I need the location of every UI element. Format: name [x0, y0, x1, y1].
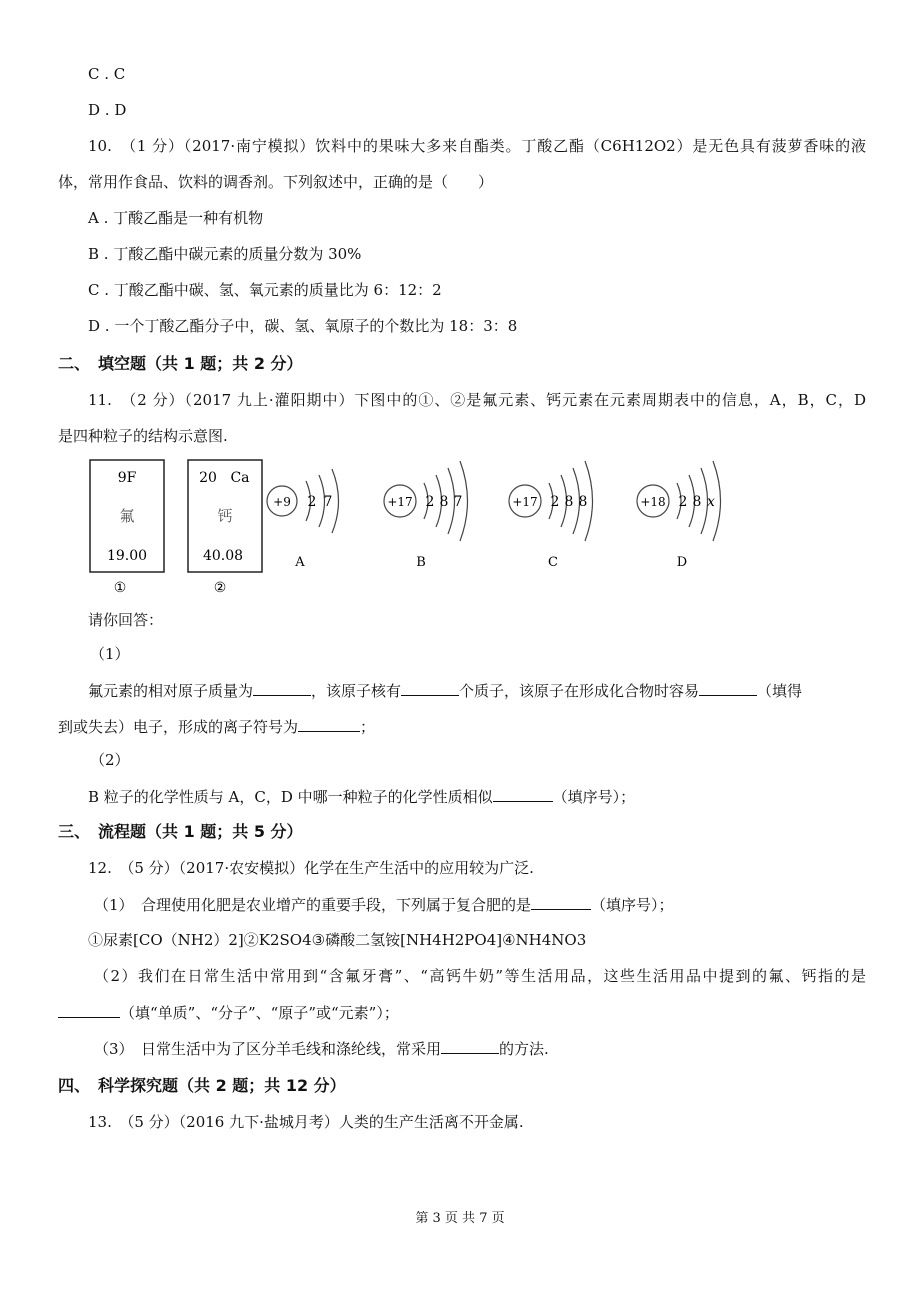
answer-blank-element-type[interactable] — [58, 1002, 120, 1018]
q11-part1-text-d: （填得 — [757, 682, 803, 700]
section-heading-fill-in: 二、 填空题（共 1 题；共 2 分） — [58, 354, 303, 373]
answer-blank-gain-or-lose[interactable] — [699, 680, 757, 696]
atom-b-shell-2: 8 — [439, 494, 449, 510]
q12-part1-text-b: （填序号）； — [591, 896, 674, 914]
q9-option-c: C . C — [88, 65, 126, 83]
atom-diagram-b — [384, 461, 468, 570]
atom-diagram-d — [637, 461, 721, 570]
q11-figure — [60, 455, 740, 600]
q12-part2-text: （填“单质”、“分子”、“原子”或“元素”）； — [120, 1004, 399, 1022]
q12-part2-line1: （2）我们在日常生活中常用到“含氟牙膏”、“高钙牛奶”等生活用品，这些生活用品中提到的氟、钙指的是 — [94, 967, 866, 985]
atom-b-label: B — [416, 555, 426, 570]
q11-part1-line2 — [58, 716, 375, 737]
atom-d-shell-3: x — [707, 494, 715, 510]
section-heading-inquiry: 四、 科学探究题（共 2 题；共 12 分） — [58, 1076, 346, 1095]
q10-stem-line2: 体，常用作食品、饮料的调香剂。下列叙述中，正确的是（ ） — [58, 173, 494, 191]
atom-diagram-c — [509, 461, 593, 570]
fluorine-name: 氟 — [119, 507, 135, 525]
q10-stem-line1: 10. （1 分）（2017·南宁模拟）饮料中的果味大多来自酯类。丁酸乙酯（C6H12O2）是无色具有菠萝香味的液 — [88, 137, 866, 155]
q11-part2-text-b: （填序号）； — [552, 788, 636, 806]
q12-stem: 12. （5 分）（2017·农安模拟）化学在生产生活中的应用较为广泛. — [88, 859, 534, 877]
atom-c-shell-2: 8 — [564, 494, 574, 510]
periodic-cell-calcium — [188, 460, 262, 596]
q12-part1-line — [94, 894, 674, 915]
q10-option-a: A . 丁酸乙酯是一种有机物 — [88, 209, 264, 227]
atom-a-label: A — [295, 555, 305, 570]
q10-option-b: B . 丁酸乙酯中碳元素的质量分数为 30% — [88, 245, 362, 263]
page-number-footer: 第 3 页 共 7 页 — [415, 1211, 505, 1226]
atom-diagram-a — [267, 469, 339, 570]
answer-blank-similar-particle[interactable] — [493, 786, 553, 802]
atom-d-shell-1: 2 — [678, 494, 688, 510]
q9-option-d: D . D — [88, 101, 127, 119]
q11-part1-text-a: 氟元素的相对原子质量为 — [88, 682, 254, 700]
q11-part1-text-e: 到或失去）电子，形成的离子符号为 — [58, 718, 299, 736]
atom-a-nucleus: +9 — [273, 495, 291, 509]
q12-part1-options: ①尿素[CO（NH2）2]②K2SO4③磷酸二氢铵[NH4H2PO4]④NH4NO3 — [88, 931, 587, 949]
periodic-cell-fluorine — [90, 460, 164, 596]
q11-stem-line1: 11. （2 分）（2017 九上·灌阳期中）下图中的①、②是氟元素、钙元素在元素周期表中的信息，A，B，C，D — [88, 391, 866, 409]
q11-part2-line — [88, 786, 635, 807]
atom-b-nucleus: +17 — [387, 495, 413, 509]
q12-part2-line2 — [58, 1002, 399, 1023]
answer-blank-method[interactable] — [441, 1038, 499, 1054]
q10-option-d: D . 一个丁酸乙酯分子中，碳、氢、氧原子的个数比为 18：3：8 — [88, 317, 518, 335]
calcium-symbol: Ca — [230, 470, 250, 486]
answer-blank-ion-symbol[interactable] — [298, 716, 360, 732]
q11-part1-text-c: 个质子，该原子在形成化合物时容易 — [459, 682, 700, 700]
q10-option-c: C . 丁酸乙酯中碳、氢、氧元素的质量比为 6：12：2 — [88, 281, 442, 299]
atom-d-nucleus: +18 — [640, 495, 666, 509]
answer-blank-proton-count[interactable] — [401, 680, 459, 696]
q11-part1-text-b: ，该原子核有 — [311, 682, 402, 700]
q11-part1-label: （1） — [90, 645, 130, 663]
q11-prompt: 请你回答： — [88, 611, 164, 629]
q13-stem: 13. （5 分）（2016 九下·盐城月考）人类的生产生活离不开金属. — [88, 1113, 524, 1131]
atom-a-shell-2: 7 — [323, 494, 333, 510]
atom-b-shell-1: 2 — [425, 494, 435, 510]
answer-blank-fluorine-mass[interactable] — [253, 680, 311, 696]
atom-c-shell-3: 8 — [578, 494, 588, 510]
atom-d-shell-2: 8 — [692, 494, 702, 510]
atom-c-shell-1: 2 — [550, 494, 560, 510]
calcium-mass: 40.08 — [202, 548, 244, 564]
atom-d-label: D — [676, 555, 688, 570]
atom-b-shell-3: 7 — [453, 494, 463, 510]
calcium-name: 钙 — [217, 507, 233, 525]
calcium-number: 20 — [199, 470, 217, 486]
q12-part1-text-a: （1） 合理使用化肥是农业增产的重要手段，下列属于复合肥的是 — [94, 896, 532, 914]
fluorine-label: ① — [113, 580, 127, 596]
section-heading-flow: 三、 流程题（共 1 题；共 5 分） — [58, 822, 303, 841]
q11-part1-line1 — [88, 680, 802, 701]
q11-part1-text-f: ； — [360, 718, 376, 736]
q11-part2-label: （2） — [90, 751, 130, 769]
atom-c-nucleus: +17 — [512, 495, 538, 509]
answer-blank-compound-fertilizer[interactable] — [531, 894, 591, 910]
atom-c-label: C — [548, 555, 558, 570]
q12-part3-text-b: 的方法. — [499, 1040, 549, 1058]
fluorine-mass: 19.00 — [106, 548, 148, 564]
q11-part2-text-a: B 粒子的化学性质与 A，C，D 中哪一种粒子的化学性质相似 — [88, 788, 493, 806]
q12-part3-text-a: （3） 日常生活中为了区分羊毛线和涤纶线，常采用 — [94, 1040, 442, 1058]
calcium-label: ② — [213, 580, 227, 596]
atom-a-shell-1: 2 — [307, 494, 317, 510]
fluorine-number-symbol: 9F — [117, 470, 137, 486]
q11-stem-line2: 是四种粒子的结构示意图. — [58, 427, 228, 445]
q12-part3-line — [94, 1038, 549, 1059]
